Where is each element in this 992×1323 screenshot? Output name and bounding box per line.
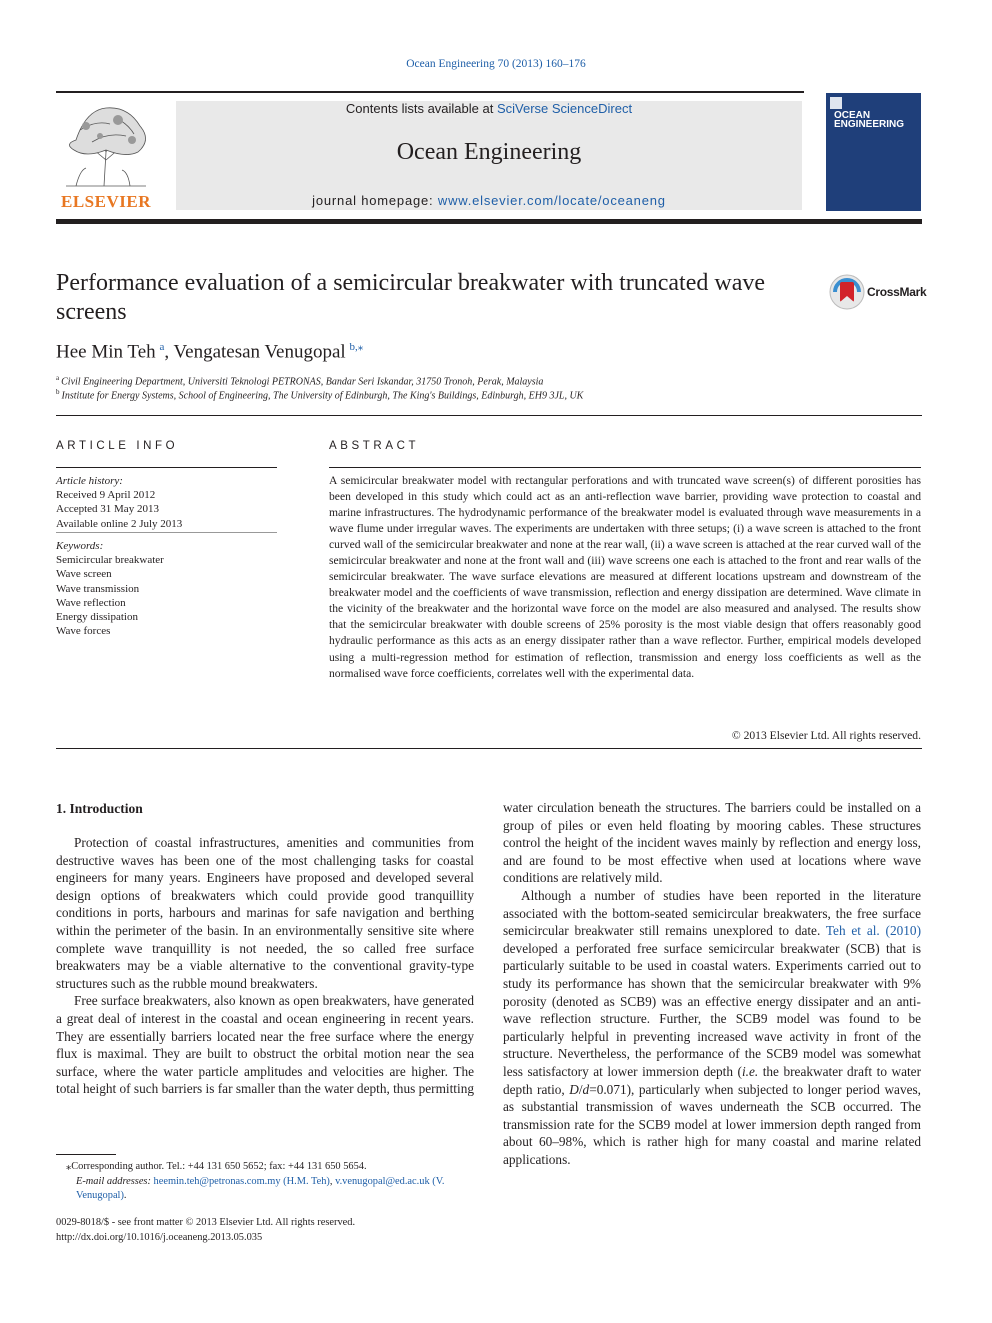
- history-received: Received 9 April 2012: [56, 489, 156, 502]
- text-run: developed a perforated free surface semicircular breakwater (SCB) that is particularly suitable to be used in coastal waters. Experiments carried out to study its performance has shown that the semicircular breakwater with 9% porosity (denoted as SCB9) was an effective energy dissipater and an anti-wave reflection structure. Further, the SCB9 model was found to be particularly helpful in preventing increased wave activity in front of the structure. Nevertheless, the performance of the SCB9 model was somewhat less satisfactory at lower immersion depth (: [503, 940, 921, 1079]
- copyright: © 2013 Elsevier Ltd. All rights reserved.: [731, 729, 921, 742]
- affiliation-a: $^a$ Civil Engineering Department, Universiti Teknologi PETRONAS, Bandar Seri Iskandar, 31750 Tronoh, Perak, Malaysia: [56, 374, 544, 388]
- footnote: [56, 1160, 474, 1204]
- journal-banner: [176, 101, 802, 210]
- keywords-label: Keywords:: [56, 540, 104, 552]
- keywords: [56, 539, 164, 638]
- text-run: /: [578, 1081, 583, 1097]
- email-end: .: [123, 1190, 127, 1201]
- keyword: Energy dissipation: [56, 611, 138, 624]
- journal-citation[interactable]: Ocean Engineering 70 (2013) 160–176: [406, 58, 586, 70]
- affiliation-marker[interactable]: a: [159, 341, 165, 353]
- elsevier-logo: [56, 100, 156, 212]
- sciencedirect-link[interactable]: SciVerse ScienceDirect: [496, 101, 633, 116]
- affiliation-letter: b,: [349, 341, 358, 353]
- publisher-name: ELSEVIER: [61, 192, 151, 211]
- contents-line: [176, 101, 802, 116]
- email-note: [56, 1175, 474, 1204]
- footnote-marker: ⁎: [66, 1161, 72, 1172]
- corresponding-author-note: [56, 1160, 474, 1175]
- doi-link[interactable]: http://dx.doi.org/10.1016/j.oceaneng.2013.05.035: [56, 1231, 263, 1243]
- header-thick-rule: [56, 219, 922, 224]
- keyword: Wave reflection: [56, 596, 126, 609]
- front-matter-info: [56, 1216, 355, 1245]
- homepage-link[interactable]: www.elsevier.com/locate/oceaneng: [437, 193, 666, 208]
- email-link[interactable]: v.venugopal@ed.ac.uk (V. Venugopal): [76, 1175, 445, 1201]
- email-link[interactable]: heemin.teh@petronas.com.my (H.M. Teh): [153, 1175, 330, 1187]
- divider: [56, 532, 277, 533]
- right-column: [503, 799, 921, 1168]
- abstract-text: A semicircular breakwater model with rectangular perforations and with truncated wave screen(s) of different porosities has been developed in this study which could act as an anti-reflection wave barrier, providing wave protection to coastal and marine infrastructures. The hydrodynamic performance of the breakwater model is evaluated through wave measurements in a wave flume under irregular waves. The experiments are undertaken with three setups; (i) a wave screen is attached to the front curved wall of the semicircular breakwater and none at the rear wall, (ii) a wave screen is attached at the rear curved wall of the semicircular breakwater and none at the front wall and (iii) wave screens one each is attached to the front and rear walls of the semicircular breakwater. The wave surface elevations are measured at different locations upstream and downstream of the breakwater model and the coefficients of wave transmission, reflection and energy dissipation are determined. Wave climate in the vicinity of the breakwater and the horizontal wave force on the model are also measured and analysed. The results show that the semicircular breakwater with double screens of 25% porosity is the most viable design that offers reasonably good hydraulic performance as this acts as an energy dissipater rather than a wave reflector. Further, empirical models developed using a multi-regression method for estimation of reflection, transmission and energy loss coefficients as well as the normalised wave force coefficients, correlates well with the experimental data.: [329, 474, 921, 680]
- affiliation-marker[interactable]: [350, 341, 364, 353]
- footnote-rule: [56, 1154, 116, 1155]
- journal-title: Ocean Engineering: [396, 139, 582, 165]
- contents-prefix: Contents lists available at: [345, 101, 497, 116]
- crossmark-badge[interactable]: [829, 274, 927, 310]
- article-title: Performance evaluation of a semicircular breakwater with truncated wave screens: [56, 270, 765, 325]
- journal-cover-thumbnail: [826, 93, 921, 211]
- corresponding-marker: ⁎: [357, 341, 364, 353]
- affiliation-b: $^b$ Institute for Energy Systems, School of Engineering, The University of Edinburgh, The King's Buildings, Edinburgh, EH9 3JL, UK: [56, 388, 584, 402]
- divider: [56, 748, 922, 749]
- cover-corner-mark: [830, 97, 842, 109]
- text-run: =0.071), particularly when subjected to longer period waves, as substantial transmission of waves underneath the SCB occurred. The transmission rate for the SCB9 model at lower immersion depth ranged from about 60–98%, which is rather high for many coastal and marine related applications.: [503, 1081, 921, 1167]
- author-name: Hee Min Teh: [56, 341, 156, 363]
- history-label: Article history:: [56, 475, 123, 487]
- cover-title: OCEAN ENGINEERING: [834, 110, 905, 130]
- keyword: Wave screen: [56, 568, 112, 581]
- crossmark-label: CrossMark: [867, 285, 927, 299]
- text-run: the breakwater draft to water depth ratio,: [503, 1063, 921, 1097]
- elsevier-tree-icon: [56, 100, 156, 188]
- history-accepted: Accepted 31 May 2013: [56, 503, 159, 516]
- article-history: [56, 474, 182, 531]
- citation-link[interactable]: Teh et al. (2010): [825, 923, 921, 939]
- email-separator: ,: [329, 1175, 336, 1187]
- homepage-prefix: journal homepage:: [312, 193, 438, 208]
- author-list: [56, 340, 363, 363]
- article-info-heading: ARTICLE INFO: [56, 440, 179, 452]
- text-run: Although a number of studies have been reported in the literature associated with the bottom-seated semicircular breakwaters, the free surface semicircular breakwater still remains unexplored to date.: [503, 887, 921, 939]
- history-online: Available online 2 July 2013: [56, 517, 183, 530]
- keyword: Wave forces: [56, 625, 111, 638]
- author-separator: ,: [164, 341, 174, 363]
- paragraph: water circulation beneath the structures. The barriers could be installed on a group of piles or even held floating by mooring cables. These structures control the height of the incident waves mainly by reflection and energy loss, and are found to be most effective when used at locations where wave conditions are relatively mild.: [503, 800, 921, 886]
- author-name: Vengatesan Venugopal: [173, 341, 346, 363]
- divider: [56, 415, 922, 416]
- divider: [56, 467, 277, 468]
- paragraph: Free surface breakwaters, also known as open breakwaters, have generated a great deal of interest in the coastal and ocean engineering in recent years. They are essentially barriers located near the free surface where the energy flux is maximal. They are built to obstruct the orbital motion near the sea surface, where the water particle amplitudes and velocities are higher. The total height of such barriers is far smaller than the water depth, thus permitting: [56, 993, 474, 1097]
- affiliation-text: Civil Engineering Department, Universiti Teknologi PETRONAS, Bandar Seri Iskandar, 31750 Tronoh, Perak, Malaysia: [61, 376, 544, 388]
- footnote-text: Corresponding author. Tel.: +44 131 650 5652; fax: +44 131 650 5654.: [71, 1161, 367, 1172]
- divider: [329, 467, 921, 468]
- keyword: Wave transmission: [56, 582, 140, 595]
- text-run: i.e.: [741, 1063, 759, 1079]
- journal-homepage: [176, 193, 802, 208]
- left-column: [56, 834, 474, 1098]
- keyword: Semicircular breakwater: [56, 554, 164, 567]
- abstract-heading: ABSTRACT: [329, 440, 420, 452]
- crossmark-icon: [829, 274, 865, 310]
- section-heading: 1. Introduction: [56, 801, 143, 816]
- header-top-rule: [56, 91, 804, 93]
- paragraph: [503, 887, 921, 1169]
- issn-line: 0029-8018/$ - see front matter © 2013 Elsevier Ltd. All rights reserved.: [56, 1217, 356, 1228]
- email-label: E-mail addresses:: [76, 1175, 154, 1187]
- math-symbol: D: [569, 1081, 579, 1097]
- affiliation-text: Institute for Energy Systems, School of Engineering, The University of Edinburgh, The King's Buildings, Edinburgh, EH9 3JL, UK: [61, 390, 584, 402]
- paragraph: Protection of coastal infrastructures, amenities and communities from destructive waves has been one of the most challenging tasks for coastal engineers for many years. Engineers have proposed and developed several design options of breakwaters which could provide good tranquillity conditions in ports, harbours and marinas for safe navigation and berthing within the perimeter of the basin. In an environmentally sensitive site where complete wave tranquillity is not needed, the so called free surface breakwaters may be a viable alternative to the conventional gravity-type structures such as the rubble mound breakwaters.: [56, 835, 474, 991]
- math-symbol: d: [582, 1081, 590, 1097]
